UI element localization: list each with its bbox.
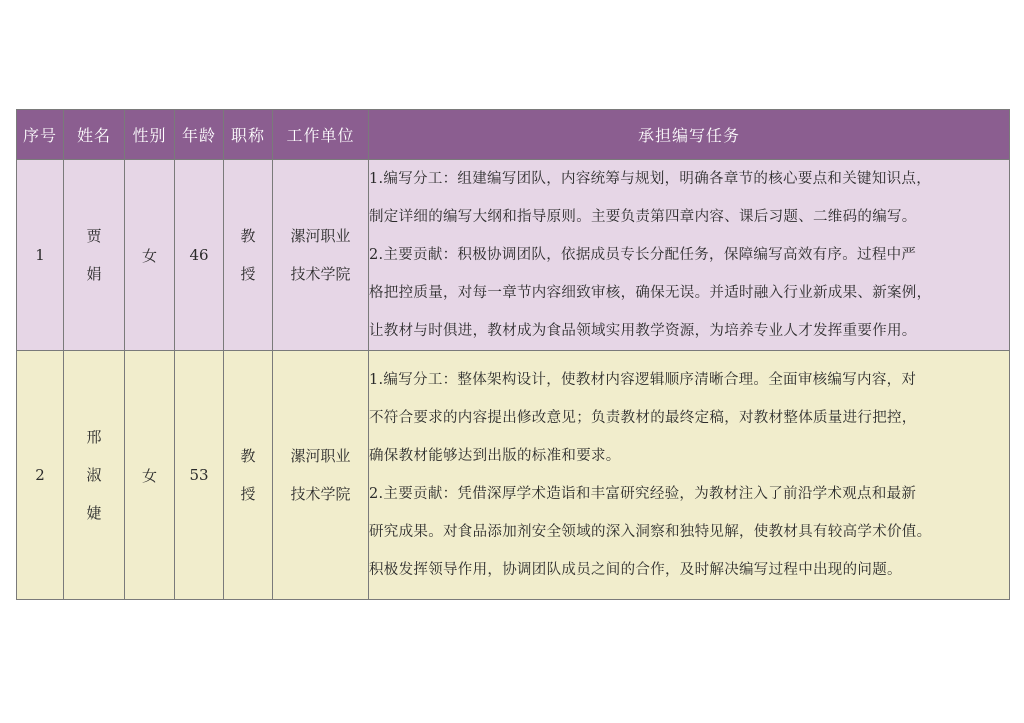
cell-seq: 1 <box>17 160 64 351</box>
cell-name <box>64 160 125 351</box>
table-row <box>17 351 1010 600</box>
task-line: 不符合要求的内容提出修改意见；负责教材的最终定稿，对教材整体质量进行把控， <box>369 410 917 426</box>
title-char: 授 <box>240 485 256 503</box>
cell-age: 53 <box>175 351 224 600</box>
title-char: 教 <box>240 447 256 465</box>
cell-unit <box>273 351 369 600</box>
name-char: 淑 <box>86 466 102 484</box>
title-char: 授 <box>240 265 256 283</box>
staff-task-table <box>16 109 1010 600</box>
cell-gender: 女 <box>125 160 175 351</box>
unit-line: 漯河职业 <box>290 227 351 245</box>
name-char: 娟 <box>86 265 102 283</box>
header-gender: 性别 <box>125 110 175 160</box>
name-char: 婕 <box>86 504 102 522</box>
name-char: 邢 <box>86 428 102 446</box>
cell-title <box>224 160 273 351</box>
header-unit: 工作单位 <box>273 110 369 160</box>
task-line: 制定详细的编写大纲和指导原则。主要负责第四章内容、课后习题、二维码的编写。 <box>369 209 917 225</box>
table-row <box>17 160 1010 351</box>
cell-seq: 2 <box>17 351 64 600</box>
unit-line: 技术学院 <box>290 485 351 503</box>
name-char: 贾 <box>86 227 102 245</box>
task-line: 1.编写分工：整体架构设计，使教材内容逻辑顺序清晰合理。全面审核编写内容，对 <box>369 372 917 388</box>
header-title: 职称 <box>224 110 273 160</box>
header-seq: 序号 <box>17 110 64 160</box>
header-task: 承担编写任务 <box>369 110 1010 160</box>
task-line: 格把控质量，对每一章节内容细致审核，确保无误。并适时融入行业新成果、新案例， <box>369 285 932 301</box>
cell-name <box>64 351 125 600</box>
header-age: 年龄 <box>175 110 224 160</box>
task-line: 1.编写分工：组建编写团队，内容统筹与规划，明确各章节的核心要点和关键知识点， <box>369 171 932 187</box>
task-line: 研究成果。对食品添加剂安全领域的深入洞察和独特见解，使教材具有较高学术价值。 <box>369 524 932 540</box>
table-header-row <box>17 110 1010 160</box>
task-line: 2.主要贡献：凭借深厚学术造诣和丰富研究经验，为教材注入了前沿学术观点和最新 <box>369 486 917 502</box>
task-line: 让教材与时俱进，教材成为食品领域实用教学资源，为培养专业人才发挥重要作用。 <box>369 323 917 339</box>
title-char: 教 <box>240 227 256 245</box>
cell-age: 46 <box>175 160 224 351</box>
cell-unit <box>273 160 369 351</box>
cell-task <box>369 160 1010 351</box>
header-name: 姓名 <box>64 110 125 160</box>
cell-task <box>369 351 1010 600</box>
cell-title <box>224 351 273 600</box>
unit-line: 技术学院 <box>290 265 351 283</box>
cell-gender: 女 <box>125 351 175 600</box>
task-line: 积极发挥领导作用，协调团队成员之间的合作，及时解决编写过程中出现的问题。 <box>369 562 902 578</box>
task-line: 2.主要贡献：积极协调团队，依据成员专长分配任务，保障编写高效有序。过程中严 <box>369 247 917 263</box>
unit-line: 漯河职业 <box>290 447 351 465</box>
task-line: 确保教材能够达到出版的标准和要求。 <box>369 448 621 464</box>
